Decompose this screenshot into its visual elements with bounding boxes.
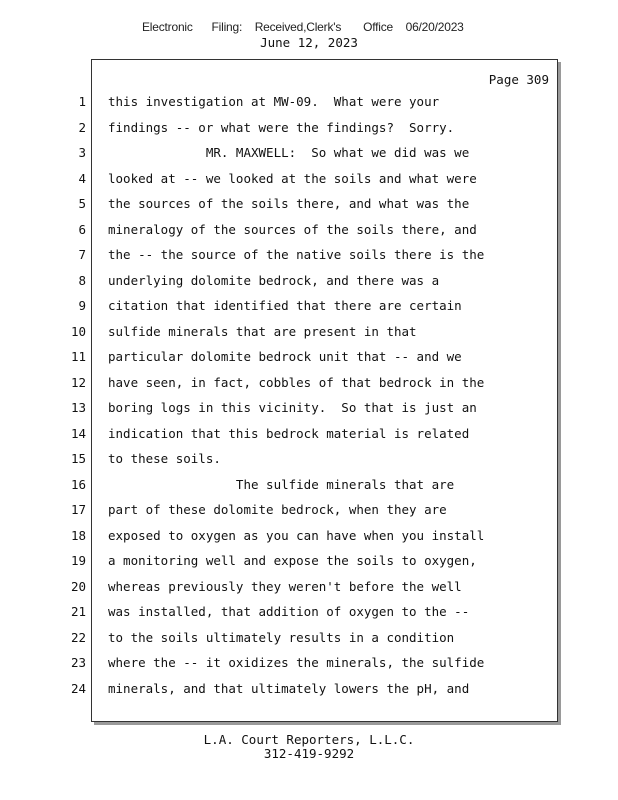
line-number: 23: [70, 655, 86, 670]
line-number: 6: [78, 221, 86, 237]
line-number: 12: [70, 374, 86, 390]
line-number: 5: [78, 196, 86, 211]
line-number: 3: [78, 145, 86, 160]
line-text: boring logs in this vicinity. So that is just an: [108, 400, 477, 415]
line-text: particular dolomite bedrock unit that -- and we: [108, 349, 462, 364]
line-number: 10: [70, 323, 86, 339]
court-reporter-company: L.A. Court Reporters, L.L.C.: [203, 732, 415, 747]
electronic-filing-stamp: [142, 20, 464, 34]
line-number: 13: [70, 400, 86, 415]
transcript-date: June 12, 2023: [260, 35, 358, 50]
line-number: 24: [70, 680, 86, 696]
line-number: 20: [70, 578, 86, 594]
line-text: have seen, in fact, cobbles of that bedrock in the: [108, 374, 485, 390]
line-number: 2: [78, 119, 86, 135]
line-number: 21: [70, 604, 86, 619]
line-text: minerals, and that ultimately lowers the pH, and: [108, 680, 470, 696]
line-text: looked at -- we looked at the soils and what were: [108, 170, 477, 186]
line-number: 14: [70, 425, 86, 441]
line-number: 4: [78, 170, 86, 186]
line-number: 22: [70, 629, 86, 645]
line-number: 15: [70, 451, 86, 466]
line-text: to these soils.: [108, 451, 221, 466]
line-text: MR. MAXWELL: So what we did was we: [108, 145, 470, 160]
line-text: a monitoring well and expose the soils to oxygen,: [108, 553, 477, 568]
line-text: part of these dolomite bedrock, when they are: [108, 502, 447, 517]
line-number: 11: [70, 349, 86, 364]
line-text: the -- the source of the native soils there is the: [108, 247, 485, 262]
stamp-office: Office: [363, 20, 394, 34]
line-text: the sources of the soils there, and what was the: [108, 196, 470, 211]
line-text: whereas previously they weren't before the well: [108, 578, 462, 594]
page-number: Page 309: [488, 72, 549, 87]
line-text: The sulfide minerals that are: [108, 476, 455, 492]
line-text: exposed to oxygen as you can have when you install: [108, 527, 485, 543]
stamp-electronic: Electronic: [142, 20, 193, 34]
court-reporter-phone: 312-419-9292: [263, 746, 355, 761]
line-number: 1: [78, 94, 86, 109]
line-text: underlying dolomite bedrock, and there was a: [108, 272, 440, 288]
line-number: 16: [70, 476, 86, 492]
line-text: mineralogy of the sources of the soils there, and: [108, 221, 477, 237]
line-text: indication that this bedrock material is related: [108, 425, 470, 441]
line-number: 18: [70, 527, 86, 543]
line-text: where the -- it oxidizes the minerals, the sulfide: [108, 655, 485, 670]
line-text: to the soils ultimately results in a condition: [108, 629, 455, 645]
line-text: sulfide minerals that are present in that: [108, 323, 417, 339]
line-text: citation that identified that there are certain: [108, 298, 462, 313]
footer: [0, 733, 618, 761]
line-number: 19: [70, 553, 86, 568]
line-number: 7: [78, 247, 86, 262]
line-number: 9: [78, 298, 86, 313]
line-text: this investigation at MW-09. What were your: [108, 94, 440, 109]
line-number: 8: [78, 272, 86, 288]
stamp-received: Received,Clerk's: [254, 20, 342, 34]
line-text: was installed, that addition of oxygen to the --: [108, 604, 470, 619]
stamp-filing: Filing:: [211, 20, 243, 34]
line-number: 17: [70, 502, 86, 517]
line-text: findings -- or what were the findings? Sorry.: [108, 119, 455, 135]
stamp-date: 06/20/2023: [405, 20, 464, 34]
